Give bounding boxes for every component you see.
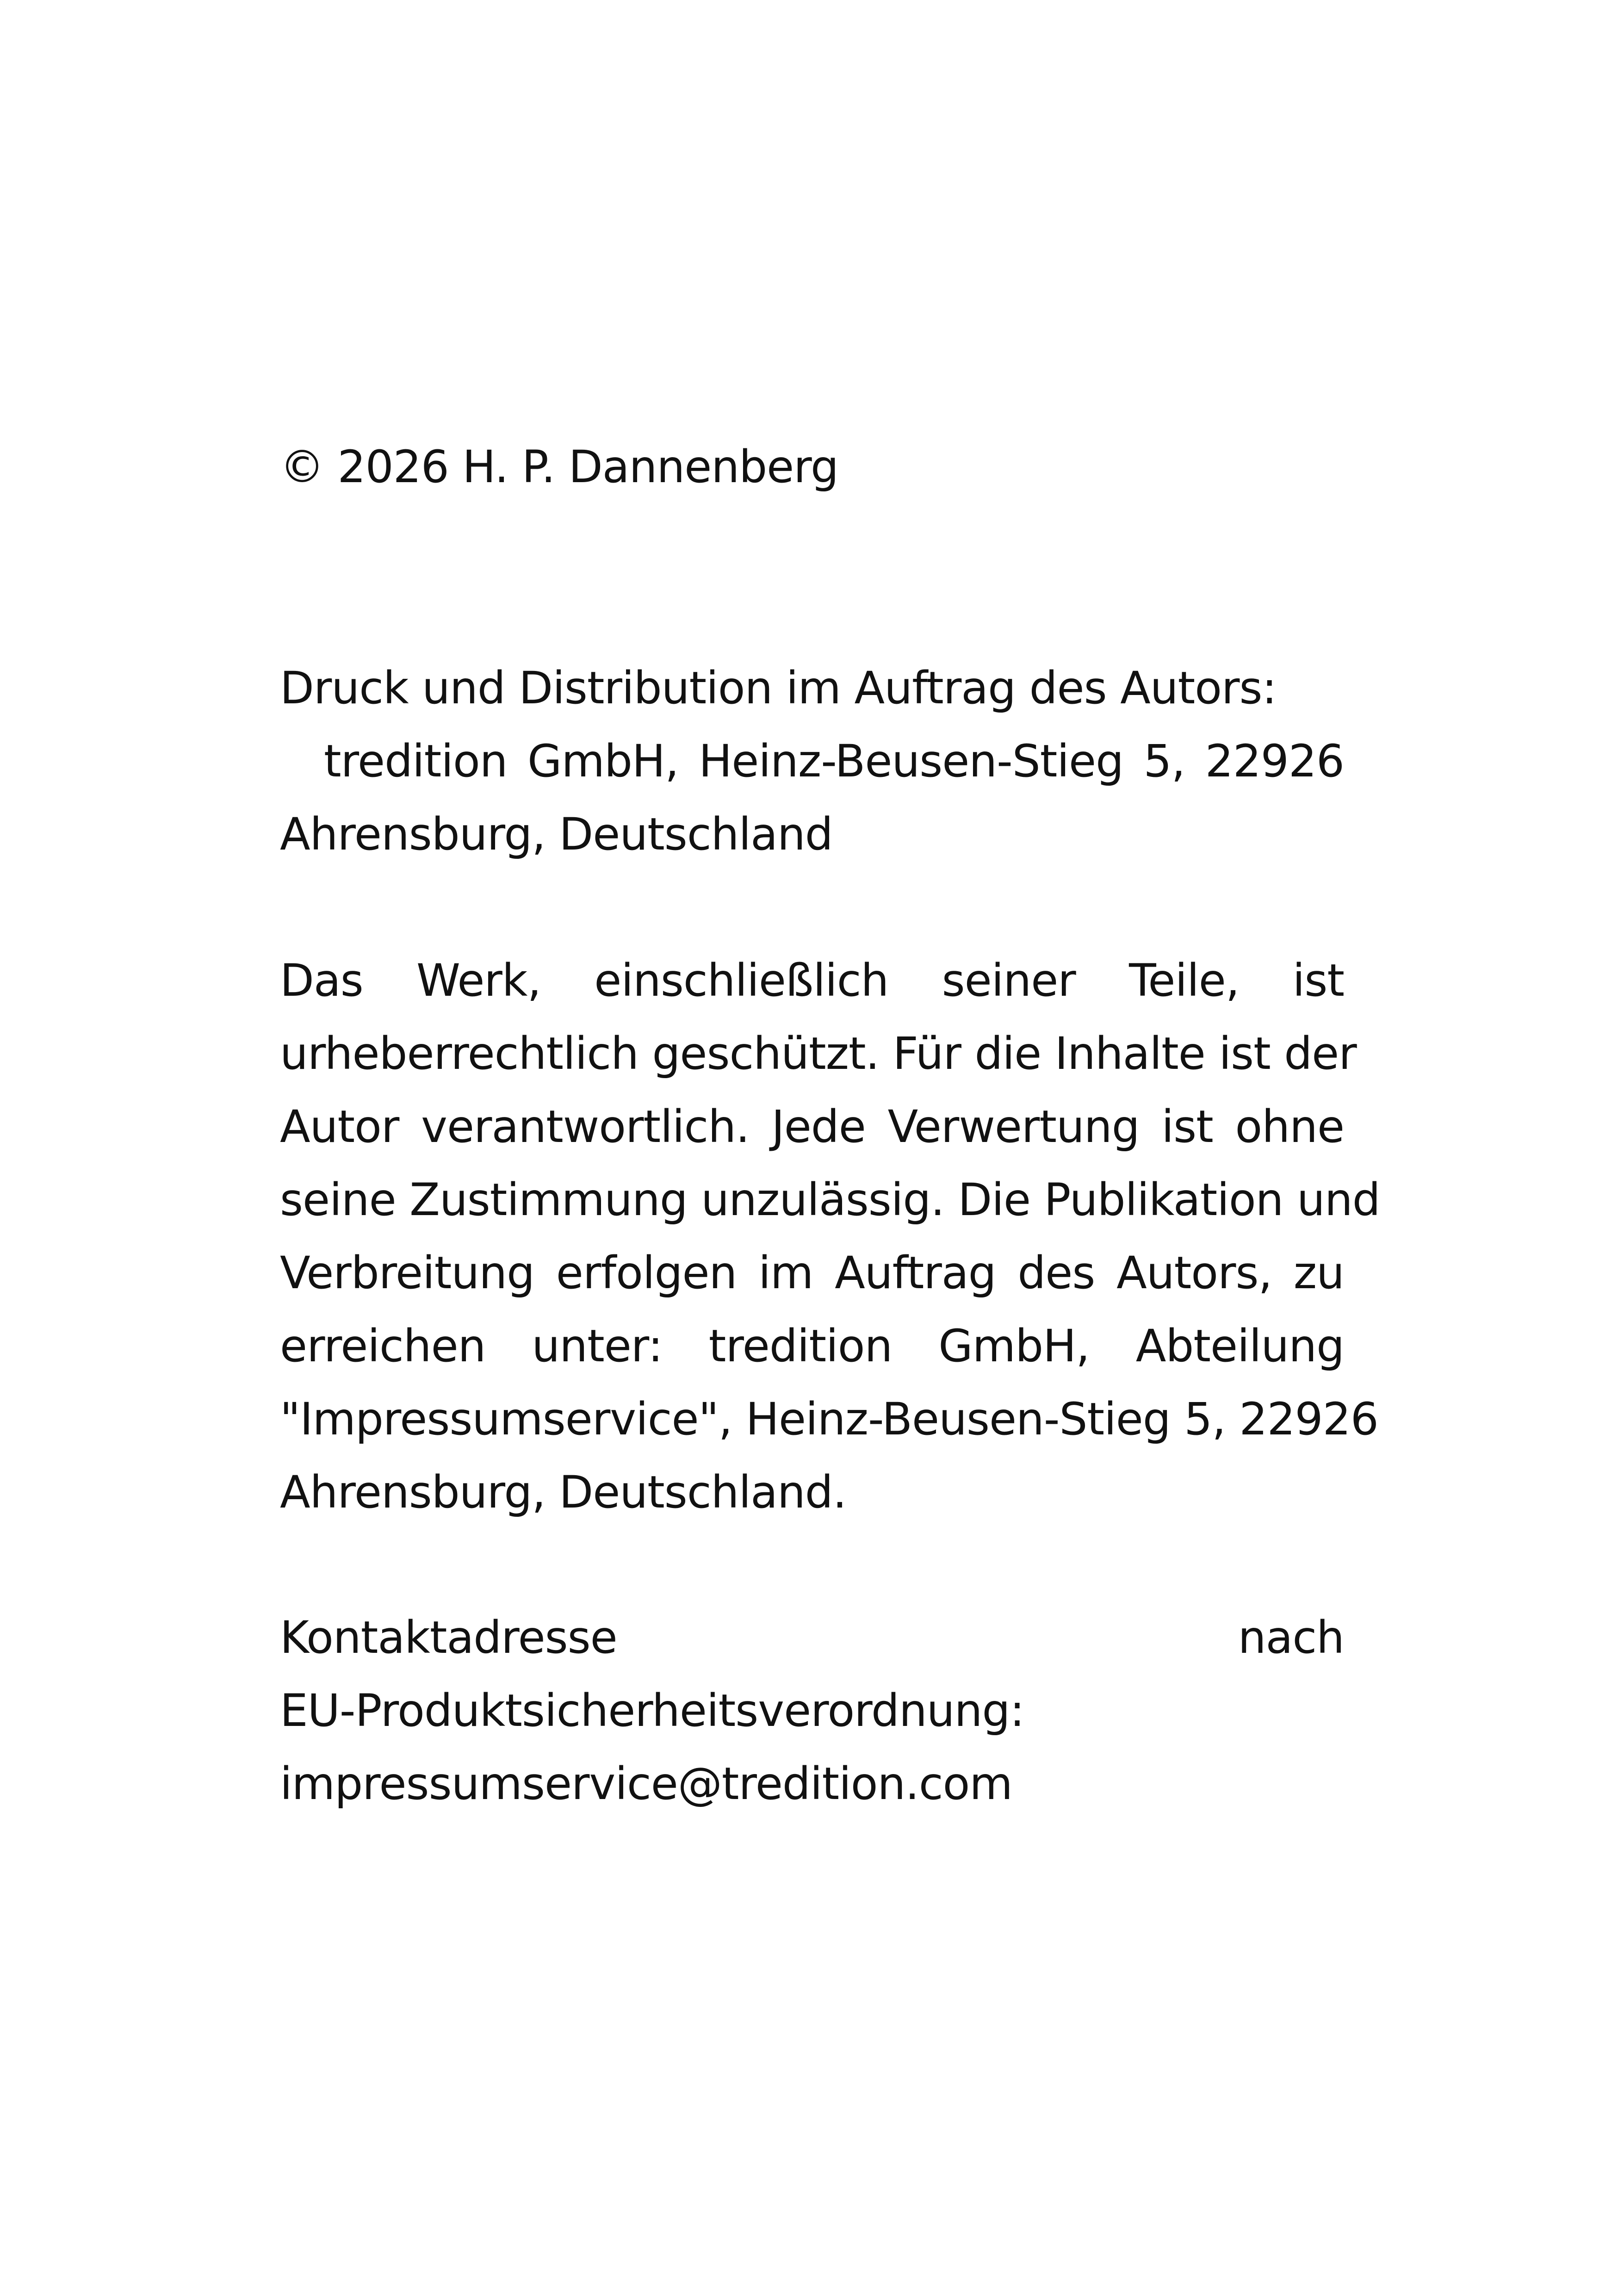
publisher-address-line-1: tredition GmbH, Heinz-Beusen-Stieg 5, 22926 bbox=[324, 735, 1344, 787]
rights-line-1: Das Werk, einschließlich seiner Teile, ist bbox=[280, 955, 1344, 1006]
rights-line-2: urheberrechtlich geschützt. Für die Inhalte ist der bbox=[280, 1028, 1357, 1080]
copyright-notice: © 2026 H. P. Dannenberg bbox=[280, 441, 838, 493]
printing-distribution-block bbox=[280, 652, 1344, 871]
copyright-rights-block bbox=[280, 944, 1380, 1529]
contact-email: impressumservice@tredition.com bbox=[280, 1758, 1012, 1810]
printing-heading: Druck und Distribution im Auftrag des Autors: bbox=[280, 662, 1277, 714]
rights-line-5: Verbreitung erfolgen im Auftrag des Autors, zu bbox=[280, 1247, 1344, 1299]
rights-line-6: erreichen unter: tredition GmbH, Abteilung bbox=[280, 1320, 1344, 1372]
publisher-address-line-2: Ahrensburg, Deutschland bbox=[280, 808, 833, 860]
rights-line-7: "Impressumservice", Heinz-Beusen-Stieg 5, 22926 bbox=[280, 1393, 1378, 1445]
contact-heading-line-1: Kontaktadresse nach bbox=[280, 1612, 1344, 1663]
copyright-block bbox=[280, 430, 1344, 503]
contact-block bbox=[280, 1601, 1344, 1820]
rights-line-3: Autor verantwortlich. Jede Verwertung ist ohne bbox=[280, 1101, 1344, 1153]
rights-line-8: Ahrensburg, Deutschland. bbox=[280, 1466, 847, 1518]
contact-heading-line-2: EU-Produktsicherheitsverordnung: bbox=[280, 1685, 1024, 1737]
rights-line-4: seine Zustimmung unzulässig. Die Publikation und bbox=[280, 1174, 1380, 1226]
